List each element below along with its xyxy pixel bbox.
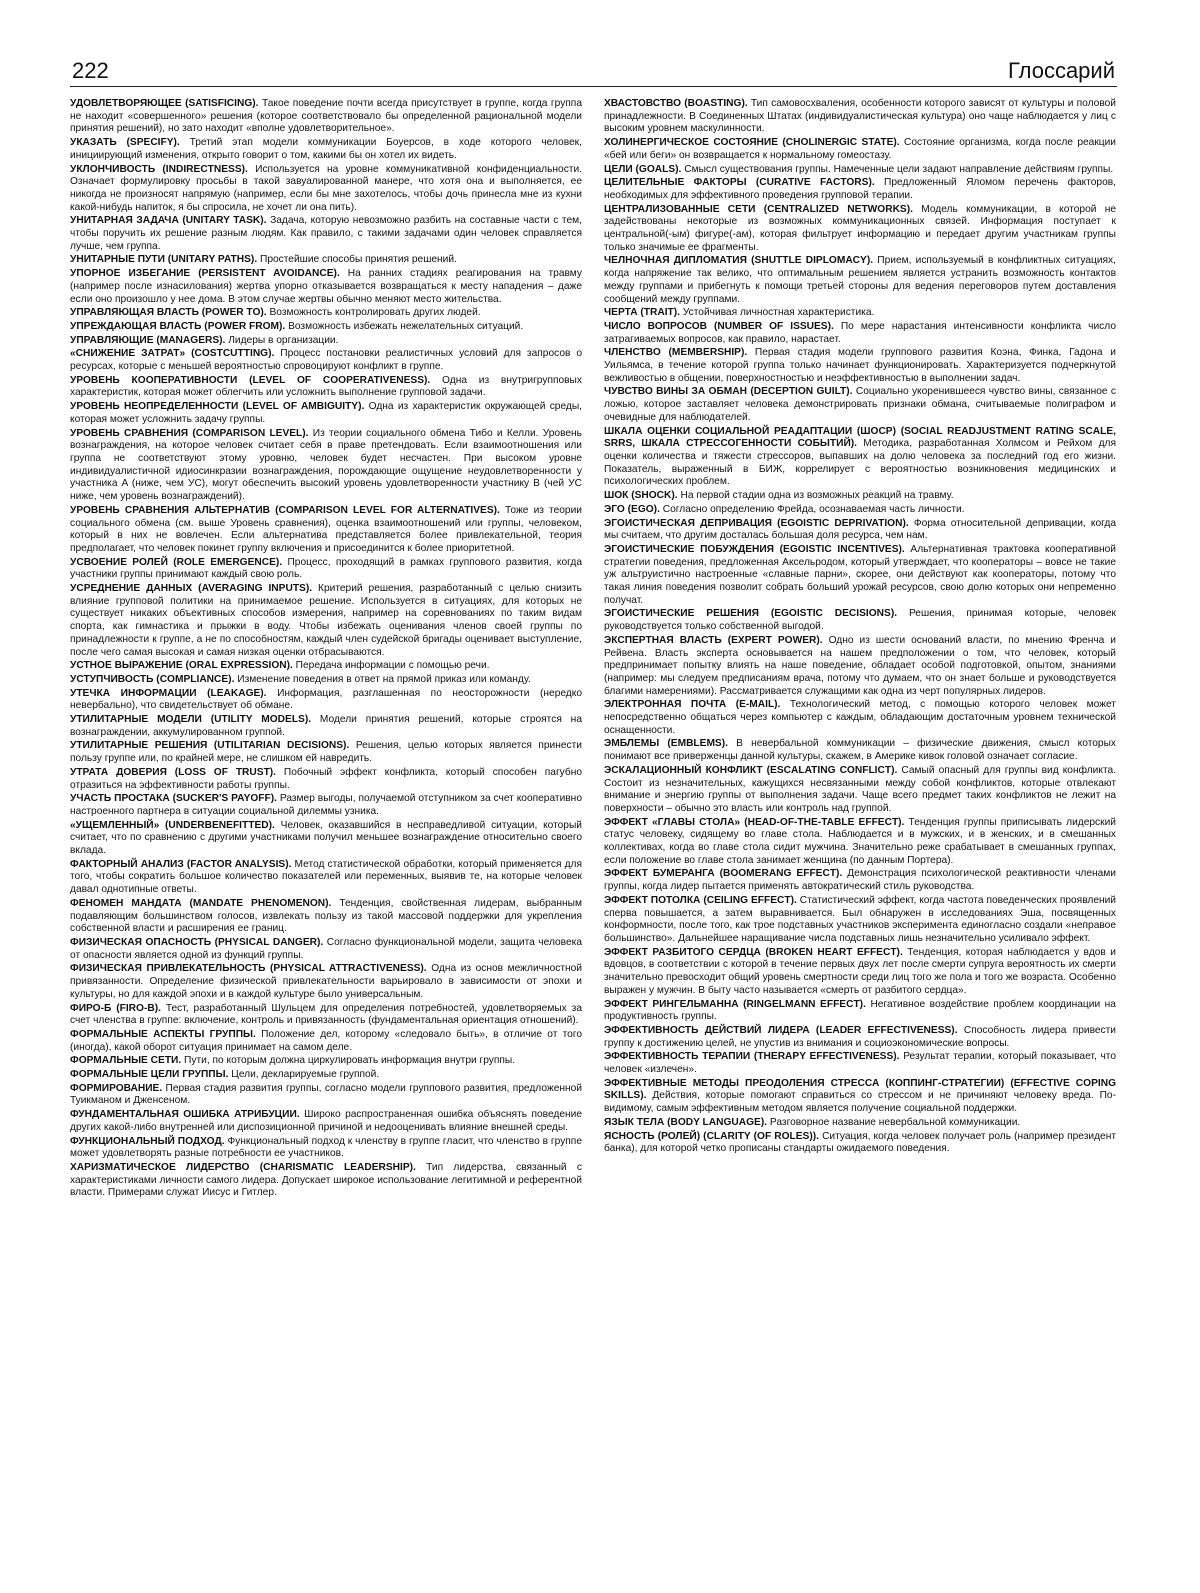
glossary-definition: Первая стадия модели группового развития Коэна, Финка, Гадона и Уильямса, в течение которой группа только начинает функционировать. Характеризуется подчеркнутой вежливостью в общении, поверхностностью и неэффективностью в выполнении задач. <box>604 347 1116 384</box>
glossary-entry <box>604 1131 1116 1156</box>
glossary-term: УПРЕЖДАЮЩАЯ ВЛАСТЬ (POWER FROM). <box>70 320 286 332</box>
glossary-term: ЯЗЫК ТЕЛА (BODY LANGUAGE). <box>604 1116 768 1128</box>
glossary-definition: Альтернативная трактовка кооперативной стратегии поведения, предложенная Аксельродом, который утверждает, что кооператоры – вовсе не такие уж альтруистично настроенные «славные парни», скорее, они действуют как кооператоры, потому что такая линия поведения позволит собрать больший урожай ресурсов, свою долю которых они непременно получат. <box>604 543 1116 606</box>
glossary-term: УТИЛИТАРНЫЕ РЕШЕНИЯ (UTILITARIAN DECISIONS). <box>70 740 350 752</box>
glossary-entry <box>70 1003 582 1028</box>
glossary-entry <box>604 490 1116 503</box>
glossary-definition: Простейшие способы принятия решений. <box>260 254 457 266</box>
glossary-entry <box>70 1083 582 1108</box>
glossary-definition: Тенденция, которая наблюдается у вдов и вдовцов, в соответствии с которой в течение первых двух лет после смерти супруга вероятность их смерти значительно превосходит общий уровень смертности среди лиц того же пола и того же возраста. Особенно выражен у мужчин. В быту часто называется «смерть от разбитого сердца». <box>604 946 1116 996</box>
glossary-term: ЭФФЕКТИВНОСТЬ ДЕЙСТВИЙ ЛИДЕРА (LEADER EFFECTIVENESS). <box>604 1024 958 1036</box>
glossary-entry <box>604 321 1116 346</box>
glossary-definition: Смысл существования группы. Намеченные цели задают направление действиям группы. <box>684 163 1114 175</box>
glossary-definition: Социально укоренившееся чувство вины, связанное с ложью, которое заставляет человека демонстрировать признаки обмана, считываемые полиграфом и очевидные для наблюдателей. <box>604 386 1116 423</box>
glossary-entry <box>604 386 1116 424</box>
glossary-term: ЦЕНТРАЛИЗОВАННЫЕ СЕТИ (CENTRALIZED NETWORKS). <box>604 203 913 215</box>
glossary-definition: Побочный эффект конфликта, который способен пагубно отразиться на эффективности работы группы. <box>70 766 582 791</box>
glossary-entry <box>604 164 1116 177</box>
glossary-definition: По мере нарастания интенсивности конфликта число затрагиваемых вопросов, как правило, нарастает. <box>604 320 1116 345</box>
glossary-entry <box>70 1109 582 1134</box>
glossary-entry <box>70 937 582 962</box>
glossary-entry <box>70 714 582 739</box>
glossary-entry <box>604 504 1116 517</box>
glossary-term: УРОВЕНЬ СРАВНЕНИЯ (COMPARISON LEVEL). <box>70 427 309 439</box>
glossary-definition: Пути, по которым должна циркулировать информация внутри группы. <box>184 1055 516 1067</box>
glossary-term: ЦЕЛИТЕЛЬНЫЕ ФАКТОРЫ (CURATIVE FACTORS). <box>604 177 875 189</box>
glossary-term: ЭКСПЕРТНАЯ ВЛАСТЬ (EXPERT POWER). <box>604 634 823 646</box>
glossary-definition: Результат терапии, который показывает, что человек «излечен». <box>604 1051 1116 1076</box>
glossary-entry <box>70 401 582 426</box>
glossary-term: ФУНКЦИОНАЛЬНЫЙ ПОДХОД. <box>70 1135 225 1147</box>
glossary-definition: Решения, принимая которые, человек руководствуется только собственной выгодой. <box>604 608 1116 633</box>
glossary-term: УТИЛИТАРНЫЕ МОДЕЛИ (UTILITY MODELS). <box>70 714 312 726</box>
right-column <box>604 98 1116 1518</box>
glossary-definition: Процесс постановки реалистичных условий для запросов о ресурсах, которые с меньшей вероятностью спровоцируют конфликт в группе. <box>70 348 582 373</box>
glossary-definition: Первая стадия развития группы, согласно модели группового развития, предложенной Туикманом и Дженсеном. <box>70 1082 582 1107</box>
glossary-entry <box>70 740 582 765</box>
glossary-definition: Действия, которые помогают справиться со стрессом и не причиняют человеку вреда. По-видимому, самым эффективным методом является получение социальной поддержки. <box>604 1090 1116 1115</box>
glossary-entry <box>70 674 582 687</box>
glossary-entry <box>604 426 1116 490</box>
glossary-entry <box>604 1078 1116 1116</box>
glossary-definition: Демонстрация психологической реактивности членами группы, когда лидер пытается применять автократический стиль руководства. <box>604 868 1116 893</box>
glossary-definition: Предложенный Яломом перечень факторов, необходимых для эффективного проведения групповой терапии. <box>604 177 1116 201</box>
glossary-term: ФОРМАЛЬНЫЕ СЕТИ. <box>70 1055 182 1067</box>
glossary-term: ФИРО-Б (FIRO-B). <box>70 1002 161 1014</box>
glossary-term: ХОЛИНЕРГИЧЕСКОЕ СОСТОЯНИЕ (CHOLINERGIC STATE). <box>604 137 900 149</box>
glossary-term: УЧАСТЬ ПРОСТАКА (SUCKER'S PAYOFF). <box>70 793 277 805</box>
glossary-term: УТРАТА ДОВЕРИЯ (LOSS OF TRUST). <box>70 766 277 778</box>
glossary-definition: Человек, оказавшийся в несправедливой ситуации, который считает, что по сравнению с другими участниками получил меньшее вознаграждение относительно своего вклада. <box>70 819 582 857</box>
glossary-term: УСВОЕНИЕ РОЛЕЙ (ROLE EMERGENCE). <box>70 556 283 568</box>
glossary-entry <box>604 817 1116 868</box>
glossary-term: УСТУПЧИВОСТЬ (COMPLIANCE). <box>70 673 235 685</box>
glossary-entry <box>604 204 1116 255</box>
glossary-definition: Прием, используемый в конфликтных ситуациях, когда напряжение так велико, что оптимальным решением является устранить возможность контактов между группами и прибегнуть к помощи третьей стороны для ведения переговоров путем доставления сообщений между группами. <box>604 255 1116 305</box>
glossary-definition: Технологический метод, с помощью которого человек может непосредственно общаться через компьютер с каждым, обладающим достаточным уровнем технической оснащенности. <box>604 699 1116 736</box>
glossary-term: «СНИЖЕНИЕ ЗАТРАТ» (COSTCUTTING). <box>70 348 275 360</box>
glossary-entry <box>70 98 582 136</box>
glossary-entry <box>70 375 582 400</box>
glossary-definition: Размер выгоды, получаемой отступником за счет кооперативно настроенного партнера в ситуации социальной дилеммы узника. <box>70 793 582 817</box>
glossary-entry <box>604 347 1116 385</box>
glossary-definition: Из теории социального обмена Тибо и Келли. Уровень вознаграждения, на которое человек считает себя в праве претендовать. Если взаимоотношения или группа не соответствуют этому уровню, человек будет несчастен. При высоком уровне индивидуалистичной идиосинкразии вознаграждения, порождающие ощущение неудовлетворенности у участника A (ниже, чем УС), могут обеспечить высокий уровень удовлетворенности участнику B (чей УС ниже, чем уровень вознаграждений). <box>70 427 582 503</box>
glossary-definition: Одна из внутригрупповых характеристик, которая может облегчить или усложнить выполнение групповой задачи. <box>70 374 582 399</box>
glossary-definition: Процесс, проходящий в рамках группового развития, когда участники группы принимают каждый свою роль. <box>70 556 582 581</box>
glossary-term: ФУНДАМЕНТАЛЬНАЯ ОШИБКА АТРИБУЦИИ. <box>70 1109 300 1121</box>
glossary-entry <box>70 335 582 348</box>
glossary-definition: Устойчивая личностная характеристика. <box>682 307 875 319</box>
glossary-entry <box>70 1162 582 1200</box>
glossary-term: УПОРНОЕ ИЗБЕГАНИЕ (PERSISTENT AVOIDANCE). <box>70 268 340 280</box>
glossary-definition: Возможность избежать нежелательных ситуаций. <box>288 320 524 332</box>
glossary-term: ШОК (SHOCK). <box>604 490 678 502</box>
glossary-entry <box>604 895 1116 946</box>
section-title: Глоссарий <box>1007 58 1115 83</box>
glossary-definition: Тенденция, свойственная лидерам, выбранным подавляющим большинством голосов, извлекать пользу из такой массовой поддержки для укрепления собственной власти и расширения ее границ. <box>70 897 582 935</box>
glossary-entry <box>70 688 582 713</box>
glossary-entry <box>70 660 582 673</box>
glossary-term: УРОВЕНЬ СРАВНЕНИЯ АЛЬТЕРНАТИВ (COMPARISON LEVEL FOR ALTERNATIVES). <box>70 504 500 516</box>
glossary-term: УСТНОЕ ВЫРАЖЕНИЕ (ORAL EXPRESSION). <box>70 660 293 672</box>
glossary-definition: Возможность контролировать других людей. <box>269 307 481 319</box>
glossary-term: ХВАСТОВСТВО (BOASTING). <box>604 98 748 109</box>
glossary-term: ЧИСЛО ВОПРОСОВ (NUMBER OF ISSUES). <box>604 320 834 332</box>
glossary-definition: Задача, которую невозможно разбить на составные части с тем, чтобы поручить их решение разным людям. Как правило, с такими задачами один человек справляется лучше, чем группа. <box>70 215 582 252</box>
glossary-definition: Третий этап модели коммуникации Боуерсов, в ходе которого человек, инициирующий изменения, открыто говорит о том, какими бы он хотел их видеть. <box>70 137 582 161</box>
glossary-term: ШКАЛА ОЦЕНКИ СОЦИАЛЬНОЙ РЕАДАПТАЦИИ (ШОСР) (SOCIAL READJUSTMENT RATING SCALE, SRRS, ШКАЛА СТРЕССОГЕННОСТИ СОБЫТИЙ). <box>604 425 1116 450</box>
glossary-term: УКЛОНЧИВОСТЬ (INDIRECTNESS). <box>70 163 248 175</box>
glossary-definition: Форма относительной депривации, когда мы считаем, что другим досталась большая доля ресурса, чем нам. <box>604 517 1116 542</box>
glossary-definition: Статистический эффект, когда частота поведенческих проявлений сперва повышается, а затем выравнивается. Был обнаружен в исследованиях Эша, посвященных конформности, после того, как трое подставных участников эксперимента единогласно создали «неправое большинство». Дальнейшее наращивание числа подставных лишь незначительно усиливало эффект. <box>604 894 1116 944</box>
glossary-entry <box>70 1029 582 1054</box>
glossary-entry <box>70 268 582 306</box>
glossary-entry <box>70 767 582 792</box>
glossary-entry <box>604 868 1116 893</box>
glossary-definition: Тенденция группы приписывать лидерский статус человеку, сидящему во главе стола. Наблюдается и в мужских, и в женских, и в смешанных коллективах, когда во главе стола сидит мужчина. Значительно реже срабатывает в смешанных группах, если положение во главе стола занимает женщина (по данным Портера). <box>604 816 1116 866</box>
glossary-term: ЯСНОСТЬ (РОЛЕЙ) (CLARITY (OF ROLES)). <box>604 1130 819 1142</box>
glossary-term: УРОВЕНЬ НЕОПРЕДЕЛЕННОСТИ (LEVEL OF AMBIGUITY). <box>70 401 365 413</box>
glossary-definition: Согласно определению Фрейда, осознаваемая часть личности. <box>662 503 965 515</box>
glossary-term: УРОВЕНЬ КООПЕРАТИВНОСТИ (LEVEL OF COOPERATIVENESS). <box>70 374 431 386</box>
glossary-definition: Решения, целью которых является принести пользу группе или, по крайней мере, не слишком ей навредить. <box>70 740 582 765</box>
glossary-entry <box>604 947 1116 998</box>
glossary-term: ЧЕРТА (TRAIT). <box>604 307 680 319</box>
glossary-term: ЭФФЕКТ БУМЕРАНГА (BOOMERANG EFFECT). <box>604 868 843 880</box>
glossary-term: ЭФФЕКТ «ГЛАВЫ СТОЛА» (HEAD-OF-THE-TABLE EFFECT). <box>604 816 905 828</box>
glossary-definition: Согласно функциональной модели, защита человека от опасности является одной из функций группы. <box>70 937 582 961</box>
glossary-term: ЭФФЕКТИВНЫЕ МЕТОДЫ ПРЕОДОЛЕНИЯ СТРЕССА (КОППИНГ-СТРАТЕГИИ) (EFFECTIVE COPING SKILLS). <box>604 1077 1116 1102</box>
glossary-entry <box>604 699 1116 737</box>
glossary-term: УТЕЧКА ИНФОРМАЦИИ (LEAKAGE). <box>70 687 267 699</box>
glossary-term: УНИТАРНАЯ ЗАДАЧА (UNITARY TASK). <box>70 215 267 227</box>
glossary-entry <box>70 898 582 936</box>
glossary-term: УКАЗАТЬ (SPECIFY). <box>70 137 180 149</box>
page-header <box>70 56 1117 87</box>
glossary-definition: Методика, разработанная Холмсом и Рейхом для оценки количества и тяжести стрессоров, выпавших на долю человека за последний год его жизни. Показатель, выраженный в БИЖ, коррелирует с вероятностью возникновения медицинских и психологических проблем. <box>604 438 1116 488</box>
glossary-entry <box>604 137 1116 162</box>
glossary-entry <box>70 215 582 253</box>
glossary-definition: Лидеры в организации. <box>228 334 339 346</box>
glossary-definition: Ситуация, когда человек получает роль (например президент банка), для которой четко прописаны стандарты ожидаемого поведения. <box>604 1130 1116 1155</box>
glossary-definition: Положение дел, которому «следовало быть», в отличие от того (иногда), какой оборот ситуация принимает на самом деле. <box>70 1028 582 1053</box>
glossary-term: УПРАВЛЯЮЩАЯ ВЛАСТЬ (POWER TO). <box>70 307 267 319</box>
glossary-definition: В невербальной коммуникации – физические движения, смысл которых понимают все приверженцы данной культуры, скажем, в Америке кивок головой означает согласие. <box>604 738 1116 763</box>
glossary-term: ЭМБЛЕМЫ (EMBLEMS). <box>604 738 728 750</box>
glossary-definition: Способность лидера привести группу к достижению целей, не упустив из внимания и социоэкономические вопросы. <box>604 1024 1116 1049</box>
glossary-entry <box>604 98 1116 136</box>
glossary-term: ЭГОИСТИЧЕСКИЕ РЕШЕНИЯ (EGOISTIC DECISIONS). <box>604 608 898 620</box>
glossary-term: ХАРИЗМАТИЧЕСКОЕ ЛИДЕРСТВО (CHARISMATIC LEADERSHIP). <box>70 1161 416 1173</box>
glossary-definition: На ранних стадиях реагирования на травму (например после изнасилования) жертва упорно отказывается возвращаться к месту нападения – даже если оно произошло у нее дома. В этом случае жертвы обычно меняют место жительства. <box>70 268 582 305</box>
glossary-definition: Модели принятия решений, которые строятся на вознаграждении, аккумулированном группой. <box>70 714 582 738</box>
glossary-term: ФИЗИЧЕСКАЯ ОПАСНОСТЬ (PHYSICAL DANGER). <box>70 937 324 948</box>
glossary-term: ЭФФЕКТ РИНГЕЛЬМАННА (RINGELMANN EFFECT). <box>604 998 866 1010</box>
glossary-term: ЭФФЕКТ РАЗБИТОГО СЕРДЦА (BROKEN HEART EFFECT). <box>604 946 903 958</box>
glossary-definition: Метод статистической обработки, который применяется для того, чтобы сократить большое количество показателей или переменных, выявив те, на которые человек давал однотипные ответы. <box>70 858 582 896</box>
glossary-definition: Широко распространенная ошибка объяснять поведение других какой-либо внутренней или диспозиционной причиной и недооценивать влияние внешней среды. <box>70 1109 582 1133</box>
glossary-definition: Одно из шести оснований власти, по мнению Френча и Рейвена. Власть эксперта основывается на нашем предположении о том, что человек, который предпринимает попытку влиять на наше поведение, обладает особой подготовкой, опытом, знаниями (например: мы следуем предписаниям врача, потому что думаем, что он знает больше и руководствуется благими намерениями). Рассматривается служащими как одна из черт популярных лидеров. <box>604 634 1116 697</box>
glossary-term: УСРЕДНЕНИЕ ДАННЫХ (AVERAGING INPUTS). <box>70 583 313 595</box>
glossary-term: «УЩЕМЛЕННЫЙ» (UNDERBENEFITTED). <box>70 819 275 831</box>
glossary-entry <box>604 1117 1116 1130</box>
glossary-term: УДОВЛЕТВОРЯЮЩЕЕ (SATISFICING). <box>70 98 259 109</box>
glossary-term: ФИЗИЧЕСКАЯ ПРИВЛЕКАТЕЛЬНОСТЬ (PHYSICAL ATTRACTIVENESS). <box>70 963 427 975</box>
glossary-entry <box>604 999 1116 1024</box>
glossary-entry <box>604 1051 1116 1076</box>
glossary-term: ЭФФЕКТ ПОТОЛКА (CEILING EFFECT). <box>604 894 797 906</box>
glossary-entry <box>604 307 1116 320</box>
glossary-definition: Передача информации с помощью речи. <box>295 660 490 672</box>
glossary-term: ФАКТОРНЫЙ АНАЛИЗ (FACTOR ANALYSIS). <box>70 858 292 870</box>
glossary-definition: Такое поведение почти всегда присутствует в группе, когда группа не находит «совершенного» решения (которое соответствовало бы определенной рациональной модели принятия решений), но зато находит «вполне удовлетворительное». <box>70 98 582 135</box>
glossary-term: ЭФФЕКТИВНОСТЬ ТЕРАПИИ (THERAPY EFFECTIVENESS). <box>604 1051 900 1063</box>
glossary-term: ЧЛЕНСТВО (MEMBERSHIP). <box>604 347 748 359</box>
glossary-term: УПРАВЛЯЮЩИЕ (MANAGERS). <box>70 334 226 346</box>
glossary-entry <box>604 177 1116 202</box>
glossary-entry <box>70 793 582 818</box>
glossary-entry <box>70 859 582 897</box>
glossary-columns <box>70 98 1117 1518</box>
glossary-entry <box>70 254 582 267</box>
glossary-term: ФЕНОМЕН МАНДАТА (MANDATE PHENOMENON). <box>70 897 332 909</box>
glossary-term: ЭЛЕКТРОННАЯ ПОЧТА (E-MAIL). <box>604 699 781 711</box>
glossary-definition: Негативное воздействие проблем координации на продуктивность группы. <box>604 998 1116 1023</box>
glossary-term: УНИТАРНЫЕ ПУТИ (UNITARY PATHS). <box>70 254 258 266</box>
glossary-entry <box>70 963 582 1001</box>
glossary-entry <box>70 557 582 582</box>
glossary-entry <box>70 307 582 320</box>
glossary-definition: Одна из характеристик окружающей среды, которая может усложнить задачу группы. <box>70 401 582 425</box>
glossary-term: ФОРМИРОВАНИЕ. <box>70 1082 163 1094</box>
glossary-entry <box>604 518 1116 543</box>
glossary-entry <box>604 635 1116 699</box>
glossary-term: ФОРМАЛЬНЫЕ ЦЕЛИ ГРУППЫ. <box>70 1069 229 1081</box>
glossary-entry <box>70 583 582 659</box>
glossary-term: ЦЕЛИ (GOALS). <box>604 163 682 175</box>
page-number: 222 <box>72 58 109 83</box>
glossary-definition: Цели, декларируемые группой. <box>231 1069 380 1081</box>
glossary-entry <box>70 164 582 215</box>
glossary-definition: Тест, разработанный Шульцем для определения потребностей, удовлетворяемых за счет членства в группе: включение, контроль и привязанность (фундаментальная ориентация отношений). <box>70 1002 582 1027</box>
glossary-entry <box>70 505 582 556</box>
glossary-term: ЭГОИСТИЧЕСКАЯ ДЕПРИВАЦИЯ (EGOISTIC DEPRIVATION). <box>604 517 909 529</box>
glossary-definition: Используется на уровне коммуникативной конфиденциальности. Означает формулировку просьбы в такой завуалированной манере, что хотя она и выполняется, ее никогда не произносят напрямую (например, если бы мне захотелось, чтобы дочь принесла мне из кухни какой-нибудь напиток, я бы спросила, не хочет ли она пить). <box>70 163 582 213</box>
glossary-entry <box>70 137 582 162</box>
glossary-definition: Информация, разглашенная по неосторожности (нередко невербально), что свидетельствует об обмане. <box>70 687 582 712</box>
glossary-definition: Функциональный подход к членству в группе гласит, что членство в группе может удовлетворять разные потребности ее участников. <box>70 1135 582 1160</box>
glossary-entry <box>604 1025 1116 1050</box>
glossary-entry <box>70 1069 582 1082</box>
glossary-entry <box>70 428 582 504</box>
glossary-definition: Модель коммуникации, в которой не задействованы некоторые из возможных коммуникационных связей. Информация поступает к центральной(-ым) фигуре(-ам), которая фильтрует информацию и передает другим участникам группы только значимые ее фрагменты. <box>604 203 1116 253</box>
glossary-definition: Критерий решения, разработанный с целью снизить влияние групповой политики на принимаемое решение. Используется в ситуациях, для которых не существует никаких объективных способов измерения, например на соревнованиях по таким видам спорта, как гимнастика и прыжки в воду. Чтобы избежать оценивания членов своей группы по принадлежности к группе, а не по способностям, каждый член судейской бригады оценивает выступление, после чего самая высокая и самая низкая оценки отбрасываются. <box>70 583 582 658</box>
glossary-term: ЧУВСТВО ВИНЫ ЗА ОБМАН (DECEPTION GUILT). <box>604 386 853 398</box>
left-column <box>70 98 582 1518</box>
glossary-definition: Разговорное название невербальной коммуникации. <box>769 1116 1021 1128</box>
glossary-definition: Изменение поведения в ответ на прямой приказ или команду. <box>237 673 531 685</box>
glossary-definition: Тип лидерства, связанный с характеристиками личности самого лидера. Допускает широкое использование легитимной и референтной власти. Примерами служат Иисус и Гитлер. <box>70 1161 582 1199</box>
glossary-entry <box>70 348 582 373</box>
glossary-definition: Тоже из теории социального обмена (см. выше Уровень сравнения), оценка взаимоотношений или группы, человеком, который в них не вовлечен. Если альтернатива представляется более привлекательной, теория предполагает, что человек покинет группу включения и присоединится к более приоритетной. <box>70 504 582 554</box>
glossary-entry <box>604 255 1116 306</box>
glossary-entry <box>70 820 582 858</box>
glossary-definition: На первой стадии одна из возможных реакций на травму. <box>680 490 954 502</box>
glossary-entry <box>70 1055 582 1068</box>
glossary-entry <box>604 738 1116 763</box>
glossary-term: ФОРМАЛЬНЫЕ АСПЕКТЫ ГРУППЫ. <box>70 1028 256 1040</box>
glossary-definition: Одна из основ межличностной привязанности. Определение физической привлекательности варьировало в зависимости от эпохи и культуры, но для каждой эпохи и в каждой культуре было универсальным. <box>70 963 582 1000</box>
glossary-entry <box>604 608 1116 633</box>
glossary-term: ЭСКАЛАЦИОННЫЙ КОНФЛИКТ (ESCALATING CONFLICT). <box>604 764 898 776</box>
glossary-definition: Тип самовосхваления, особенности которого зависят от культуры и половой принадлежности. В Соединенных Штатах (индивидуалистическая культура) оно чаще наблюдается у лиц с высоким уровнем маскулинности. <box>604 98 1116 135</box>
glossary-term: ЭГО (EGO). <box>604 503 660 515</box>
glossary-term: ЭГОИСТИЧЕСКИЕ ПОБУЖДЕНИЯ (EGOISTIC INCENTIVES). <box>604 543 905 555</box>
glossary-entry <box>604 544 1116 608</box>
glossary-definition: Состояние организма, когда после реакции «бей или беги» он возвращается к нормальному гомеостазу. <box>604 137 1116 161</box>
glossary-entry <box>604 765 1116 816</box>
glossary-term: ЧЕЛНОЧНАЯ ДИПЛОМАТИЯ (SHUTTLE DIPLOMACY). <box>604 255 874 267</box>
glossary-entry <box>70 321 582 334</box>
glossary-entry <box>70 1136 582 1161</box>
glossary-definition: Самый опасный для группы вид конфликта. Состоит из незначительных, кажущихся несвязанными между собой конфликтов, которые отвлекают внимание и энергию группы от выполнения задачи. Чаще всего предмет таких конфликтов не лежит на поверхности – обычно это власть или контроль над группой. <box>604 764 1116 814</box>
